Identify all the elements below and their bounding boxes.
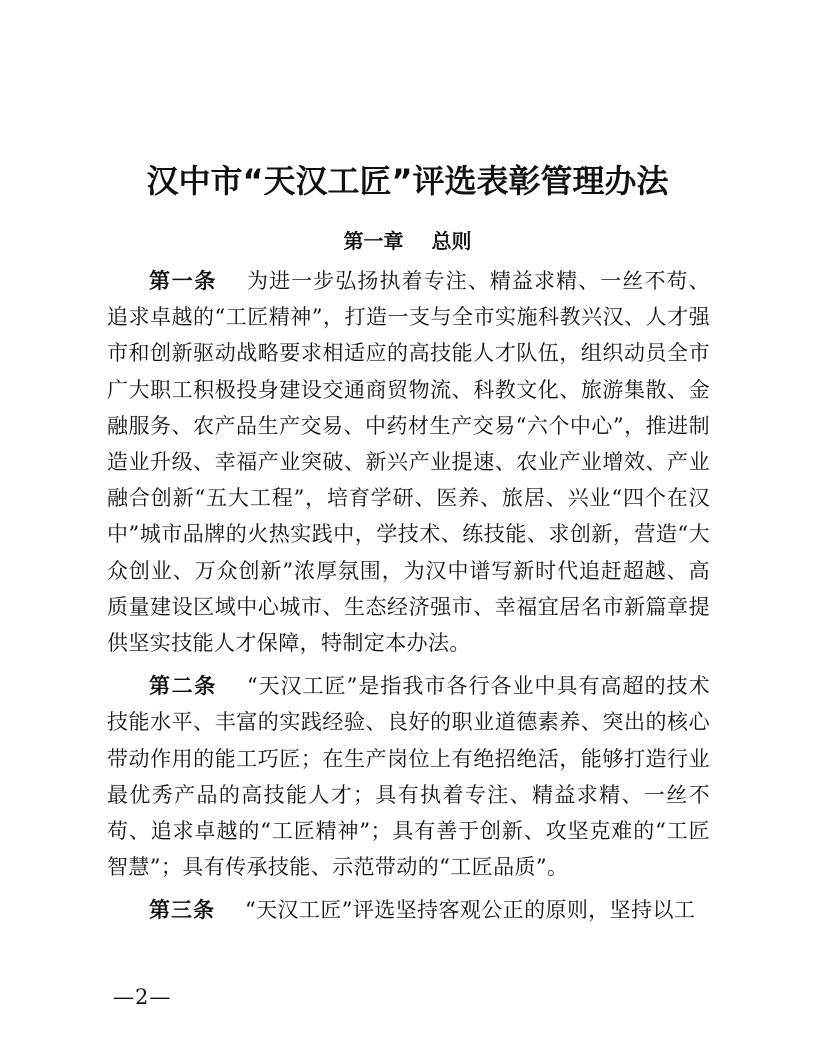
article-text: 为进一步弘扬执着专注、精益求精、一丝不苟、追求卓越的“工匠精神”，打造一支与全市实施科教兴汉、人才强市和创新驱动战略要求相适应的高技能人才队伍，组织动员全市广大职工积极投身建设交通商贸物流、科教文化、旅游集散、金融服务、农产品生产交易、中药材生产交易“六个中心”，推进制造业升级、幸福产业突破、新兴产业提速、农业产业增效、产业融合创新“五大工程”，培育学研、医养、旅居、兴业“四个在汉中”城市品牌的火热实践中，学技术、练技能、求创新，营造“大众创业、万众创新”浓厚氛围，为汉中谱写新时代追赶超越、高质量建设区域中心城市、生态经济强市、幸福宜居名市新篇章提供坚实技能人才保障，特制定本办法。: [107, 269, 711, 656]
article-text: “天汉工匠”是指我市各行各业中具有高超的技术技能水平、丰富的实践经验、良好的职业道德素养、突出的核心带动作用的能工巧匠；在生产岗位上有绝招绝活，能够打造行业最优秀产品的高技能人才；具有执着专注、精益求精、一丝不苟、追求卓越的“工匠精神”；具有善于创新、攻坚克难的“工匠智慧”；具有传承技能、示范带动的“工匠品质”。: [107, 674, 710, 880]
article-text: “天汉工匠”评选坚持客观公正的原则，坚持以工: [245, 898, 696, 923]
chapter-heading: [0, 226, 815, 256]
article-paragraph: [107, 892, 710, 928]
article-label: 第一条: [149, 269, 218, 293]
document-title: 汉中市“天汉工匠”评选表彰管理办法: [146, 162, 669, 201]
page-number: —2—: [113, 985, 172, 1009]
article-paragraph: [107, 263, 710, 661]
article-paragraph: [107, 668, 710, 885]
article-label: 第三条: [149, 898, 215, 923]
chapter-number: 第一章: [343, 229, 404, 253]
chapter-name: 总则: [431, 229, 472, 253]
document-body: [107, 263, 710, 929]
article-label: 第二条: [149, 674, 217, 699]
